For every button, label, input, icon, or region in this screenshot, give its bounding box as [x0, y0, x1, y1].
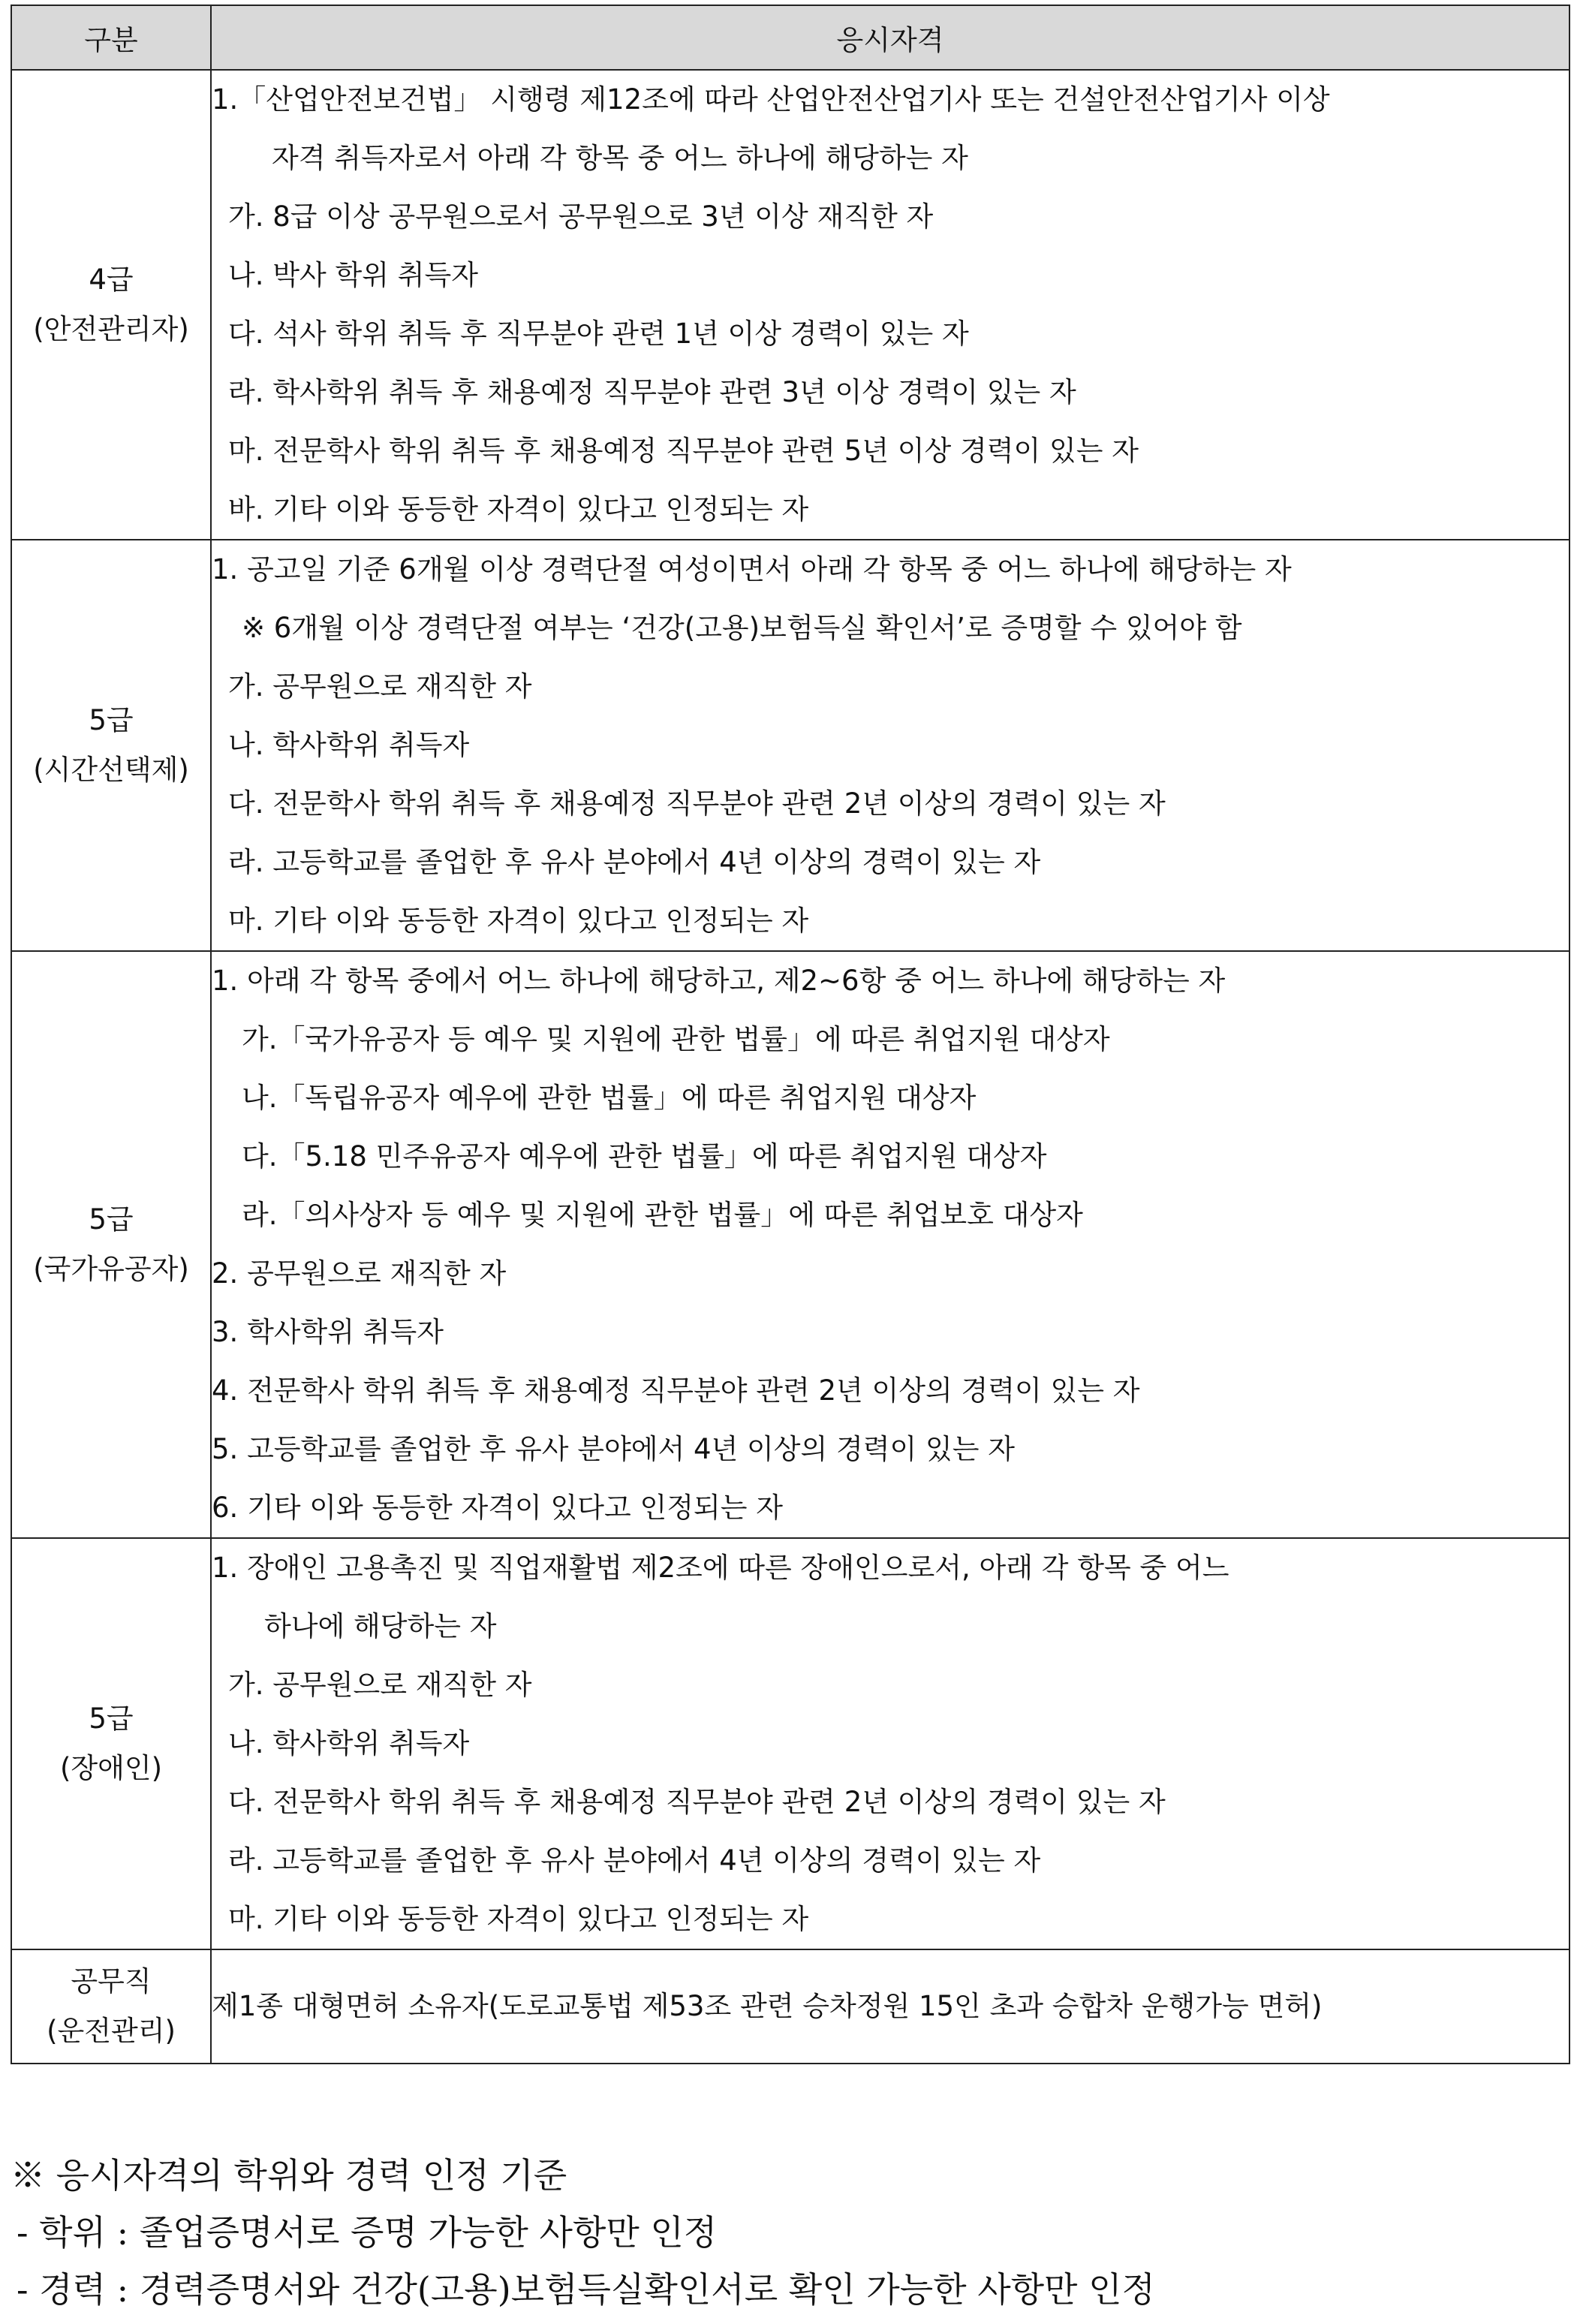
category-type: (안전관리자)	[33, 313, 189, 345]
qualification-line: 다.「5.18 민주유공자 예우에 관한 법률」에 따른 취업지원 대상자	[242, 1140, 1047, 1173]
row-category	[11, 1538, 211, 1949]
category-type: (시간선택제)	[33, 754, 189, 786]
qualification-line: 라. 고등학교를 졸업한 후 유사 분야에서 4년 이상의 경력이 있는 자	[228, 846, 1041, 878]
category-grade: 공무직	[71, 1965, 152, 1997]
qualification-line: 마. 기타 이와 동등한 자격이 있다고 인정되는 자	[228, 1903, 809, 1935]
row-qualification	[211, 540, 1569, 951]
qualification-line: 하나에 해당하는 자	[264, 1610, 497, 1642]
category-type: (장애인)	[59, 1752, 163, 1784]
row-category	[11, 70, 211, 540]
qualification-line: 나. 학사학위 취득자	[228, 1727, 470, 1760]
table-row	[11, 1949, 1569, 2064]
qualification-line: 마. 기타 이와 동등한 자격이 있다고 인정되는 자	[228, 905, 809, 937]
qualification-line: 6. 기타 이와 동등한 자격이 있다고 인정되는 자	[212, 1492, 783, 1524]
qualification-line: 다. 전문학사 학위 취득 후 채용예정 직무분야 관련 2년 이상의 경력이 있는 자	[228, 1786, 1166, 1818]
table-row	[11, 1538, 1569, 1949]
qualification-note: ※ 6개월 이상 경력단절 여부는 ‘건강(고용)보험득실 확인서’로 증명할 수 있어야 함	[242, 612, 1242, 644]
notes-title: ※ 응시자격의 학위와 경력 인정 기준	[11, 2155, 567, 2196]
qualification-line: 가.「국가유공자 등 예우 및 지원에 관한 법률」에 따른 취업지원 대상자	[242, 1023, 1110, 1055]
qualification-line: 2. 공무원으로 재직한 자	[212, 1257, 507, 1290]
notes-item-career: - 경력 : 경력증명서와 건강(고용)보험득실확인서로 확인 가능한 사항만 인정	[17, 2269, 1155, 2310]
qualification-line: 나.「독립유공자 예우에 관한 법률」에 따른 취업지원 대상자	[242, 1082, 977, 1114]
notes-section	[11, 2147, 1564, 2318]
qualification-line: 가. 8급 이상 공무원으로서 공무원으로 3년 이상 재직한 자	[228, 200, 934, 233]
row-category	[11, 1949, 211, 2064]
qualification-line: 1. 공고일 기준 6개월 이상 경력단절 여성이면서 아래 각 항목 중 어느 하나에 해당하는 자	[212, 553, 1292, 586]
qualification-line: 라.「의사상자 등 예우 및 지원에 관한 법률」에 따른 취업보호 대상자	[242, 1199, 1083, 1231]
category-grade: 5급	[89, 1203, 134, 1236]
header-category: 구분	[11, 5, 211, 70]
category-grade: 4급	[89, 263, 134, 296]
row-category	[11, 540, 211, 951]
row-qualification	[211, 951, 1569, 1538]
qualification-line: 바. 기타 이와 동등한 자격이 있다고 인정되는 자	[228, 493, 809, 525]
notes-item-degree: - 학위 : 졸업증명서로 증명 가능한 사항만 인정	[17, 2212, 718, 2253]
qualification-line: 라. 고등학교를 졸업한 후 유사 분야에서 4년 이상의 경력이 있는 자	[228, 1844, 1041, 1877]
qualification-line: 가. 공무원으로 재직한 자	[228, 670, 532, 703]
qualification-line: 마. 전문학사 학위 취득 후 채용예정 직무분야 관련 5년 이상 경력이 있는 자	[228, 435, 1139, 467]
qualification-line: 나. 박사 학위 취득자	[228, 259, 478, 291]
qualification-line: 다. 전문학사 학위 취득 후 채용예정 직무분야 관련 2년 이상의 경력이 있는 자	[228, 787, 1166, 820]
qualification-table	[11, 5, 1570, 2064]
row-category	[11, 951, 211, 1538]
qualification-line: 1. 아래 각 항목 중에서 어느 하나에 해당하고, 제2~6항 중 어느 하나에 해당하는 자	[212, 965, 1226, 997]
qualification-line: 나. 학사학위 취득자	[228, 729, 470, 761]
qualification-line: 3. 학사학위 취득자	[212, 1316, 444, 1348]
table-row	[11, 951, 1569, 1538]
table-row	[11, 540, 1569, 951]
qualification-line: 다. 석사 학위 취득 후 직무분야 관련 1년 이상 경력이 있는 자	[228, 318, 969, 350]
table-row	[11, 70, 1569, 540]
qualification-line: 1. 장애인 고용촉진 및 직업재활법 제2조에 따른 장애인으로서, 아래 각 항목 중 어느	[212, 1552, 1229, 1584]
category-grade: 5급	[89, 704, 134, 736]
row-qualification	[211, 1538, 1569, 1949]
category-type: (국가유공자)	[33, 1253, 189, 1285]
row-qualification	[211, 1949, 1569, 2064]
qualification-line: 자격 취득자로서 아래 각 항목 중 어느 하나에 해당하는 자	[272, 142, 968, 174]
category-type: (운전관리)	[47, 2015, 176, 2047]
qualification-line: 라. 학사학위 취득 후 채용예정 직무분야 관련 3년 이상 경력이 있는 자	[228, 376, 1076, 408]
qualification-line: 4. 전문학사 학위 취득 후 채용예정 직무분야 관련 2년 이상의 경력이 있는 자	[212, 1374, 1140, 1407]
qualification-line: 가. 공무원으로 재직한 자	[228, 1669, 532, 1701]
header-qualification: 응시자격	[211, 5, 1569, 70]
qualification-line: 1.「산업안전보건법」 시행령 제12조에 따라 산업안전산업기사 또는 건설안전산업기사 이상	[212, 83, 1330, 116]
qualification-line: 제1종 대형면허 소유자(도로교통법 제53조 관련 승차정원 15인 초과 승합차 운행가능 면허)	[212, 1990, 1323, 2022]
table-header-row	[11, 5, 1569, 70]
row-qualification	[211, 70, 1569, 540]
qualification-line: 5. 고등학교를 졸업한 후 유사 분야에서 4년 이상의 경력이 있는 자	[212, 1433, 1016, 1465]
category-grade: 5급	[89, 1702, 134, 1735]
